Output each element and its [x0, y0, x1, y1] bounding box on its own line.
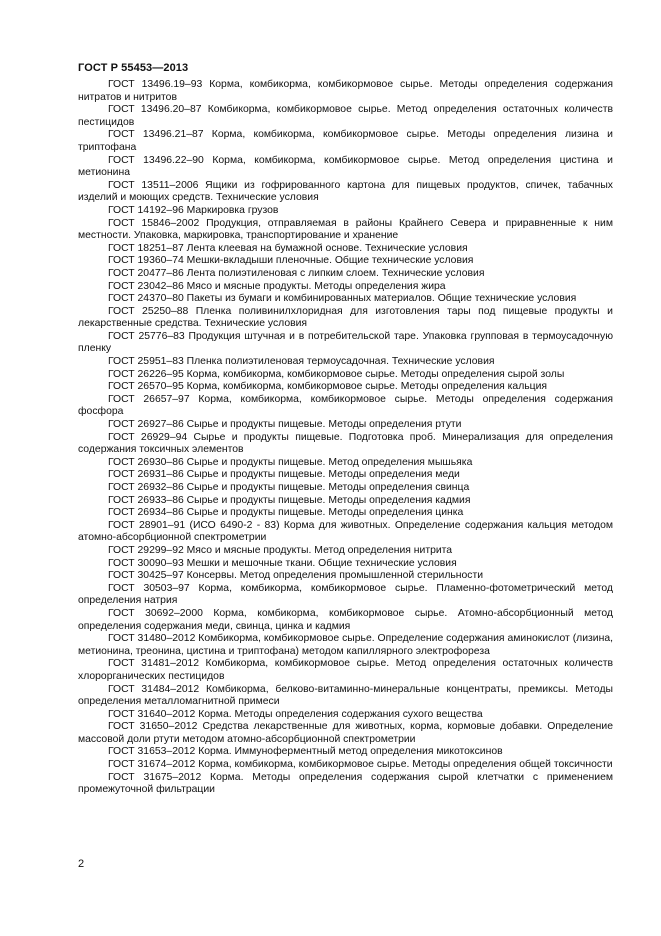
reference-item: ГОСТ 25250–88 Пленка поливинилхлоридная для изготовления тары под пищевые продукты и лекарственные средства. Технические условия — [78, 305, 613, 330]
reference-item: ГОСТ 31650–2012 Средства лекарственные для животных, корма, кормовые добавки. Определение массовой доли ртути методом атомно-абсорбционной спектрометрии — [78, 721, 613, 745]
reference-item: ГОСТ 30692–2000 Корма, комбикорма, комбикормовое сырье. Атомно-абсорбционный метод определения содержания меди, свинца, цинка и кадмия — [78, 607, 613, 632]
reference-item: ГОСТ 18251–87 Лента клеевая на бумажной основе. Технические условия — [108, 242, 468, 254]
reference-item: ГОСТ 26226–95 Корма, комбикорма, комбикормовое сырье. Методы определения сырой золы — [108, 368, 565, 380]
reference-item: ГОСТ 25951–83 Пленка полиэтиленовая термоусадочная. Технические условия — [108, 356, 495, 368]
reference-item: ГОСТ 15846–2002 Продукция, отправляемая в районы Крайнего Севера и приравненные к ним местности. Упаковка, маркировка, транспортирование и хранение — [78, 217, 613, 242]
reference-item: ГОСТ 31653–2012 Корма. Иммуноферментный метод определения микотоксинов — [108, 746, 503, 758]
reference-item: ГОСТ 26927–86 Сырье и продукты пищевые. Методы определения ртути — [108, 419, 462, 431]
normative-references-list — [78, 79, 613, 797]
reference-item: ГОСТ 26657–97 Корма, комбикорма, комбикормовое сырье. Методы определения содержания фосфора — [78, 393, 613, 418]
reference-item: ГОСТ 31674–2012 Корма, комбикорма, комбикормовое сырье. Методы определения общей токсичности — [108, 759, 613, 771]
reference-item: ГОСТ 31640–2012 Корма. Методы определения содержания сухого вещества — [108, 708, 483, 720]
reference-item: ГОСТ 13496.22–90 Корма, комбикорма, комбикормовое сырье. Метод определения цистина и метионина — [78, 154, 613, 179]
reference-item: ГОСТ 25776–83 Продукция штучная и в потребительской таре. Упаковка групповая в термоусадочную пленку — [78, 330, 613, 355]
reference-item: ГОСТ 30503–97 Корма, комбикорма, комбикормовое сырье. Пламенно-фотометрический метод определения натрия — [78, 582, 613, 607]
reference-item: ГОСТ 31481–2012 Комбикорма, комбикормовое сырье. Метод определения остаточных количеств хлорорганических пестицидов — [78, 658, 613, 682]
page-number: 2 — [78, 858, 85, 870]
document-header: ГОСТ Р 55453—2013 — [78, 62, 189, 74]
reference-item: ГОСТ 31480–2012 Комбикорма, комбикормовое сырье. Определение содержания аминокислот (лизина, метионина, треонина, цистина и триптофана) методом капиллярного электрофореза — [78, 633, 613, 657]
reference-item: ГОСТ 26933–86 Сырье и продукты пищевые. Методы определения кадмия — [108, 494, 471, 506]
reference-item: ГОСТ 14192–96 Маркировка грузов — [108, 204, 279, 216]
reference-item: ГОСТ 28901–91 (ИСО 6490-2 - 83) Корма для животных. Определение содержания кальция методом атомно-абсорбционной спектрометрии — [78, 519, 613, 544]
reference-item: ГОСТ 13511–2006 Ящики из гофрированного картона для пищевых продуктов, спичек, табачных изделий и моющих средств. Технические условия — [78, 179, 613, 204]
reference-item: ГОСТ 13496.21–87 Корма, комбикорма, комбикормовое сырье. Методы определения лизина и триптофана — [78, 129, 613, 153]
reference-item: ГОСТ 26930–86 Сырье и продукты пищевые. Метод определения мышьяка — [108, 456, 473, 468]
reference-item: ГОСТ 30090–93 Мешки и мешочные ткани. Общие технические условия — [108, 557, 457, 569]
reference-item: ГОСТ 31484–2012 Комбикорма, белково-витаминно-минеральные концентраты, премиксы. Методы определения металломагнитной примеси — [78, 683, 613, 708]
reference-item: ГОСТ 26570–95 Корма, комбикорма, комбикормовое сырье. Методы определения кальция — [108, 381, 548, 393]
reference-item: ГОСТ 13496.19–93 Корма, комбикорма, комбикормовое сырье. Методы определения содержания нитратов и нитритов — [78, 79, 613, 103]
reference-item: ГОСТ 30425–97 Консервы. Метод определения промышленной стерильности — [108, 570, 484, 582]
reference-item: ГОСТ 13496.20–87 Комбикорма, комбикормовое сырье. Метод определения остаточных количеств пестицидов — [78, 104, 613, 128]
reference-item: ГОСТ 31675–2012 Корма. Методы определения содержания сырой клетчатки с применением промежуточной фильтрации — [78, 771, 613, 796]
reference-item: ГОСТ 23042–86 Мясо и мясные продукты. Методы определения жира — [108, 280, 446, 292]
reference-item: ГОСТ 29299–92 Мясо и мясные продукты. Метод определения нитрита — [108, 544, 453, 556]
reference-item: ГОСТ 20477–86 Лента полиэтиленовая с липким слоем. Технические условия — [108, 267, 485, 279]
reference-item: ГОСТ 19360–74 Мешки-вкладыши пленочные. Общие технические условия — [108, 255, 474, 267]
reference-item: ГОСТ 26934–86 Сырье и продукты пищевые. Методы определения цинка — [108, 507, 464, 519]
reference-item: ГОСТ 26932–86 Сырье и продукты пищевые. Методы определения свинца — [108, 482, 470, 493]
reference-item: ГОСТ 26931–86 Сырье и продукты пищевые. Методы определения меди — [108, 469, 460, 481]
reference-item: ГОСТ 26929–94 Сырье и продукты пищевые. Подготовка проб. Минерализация для определения содержания токсичных элементов — [78, 431, 613, 456]
reference-item: ГОСТ 24370–80 Пакеты из бумаги и комбинированных материалов. Общие технические условия — [108, 293, 577, 305]
